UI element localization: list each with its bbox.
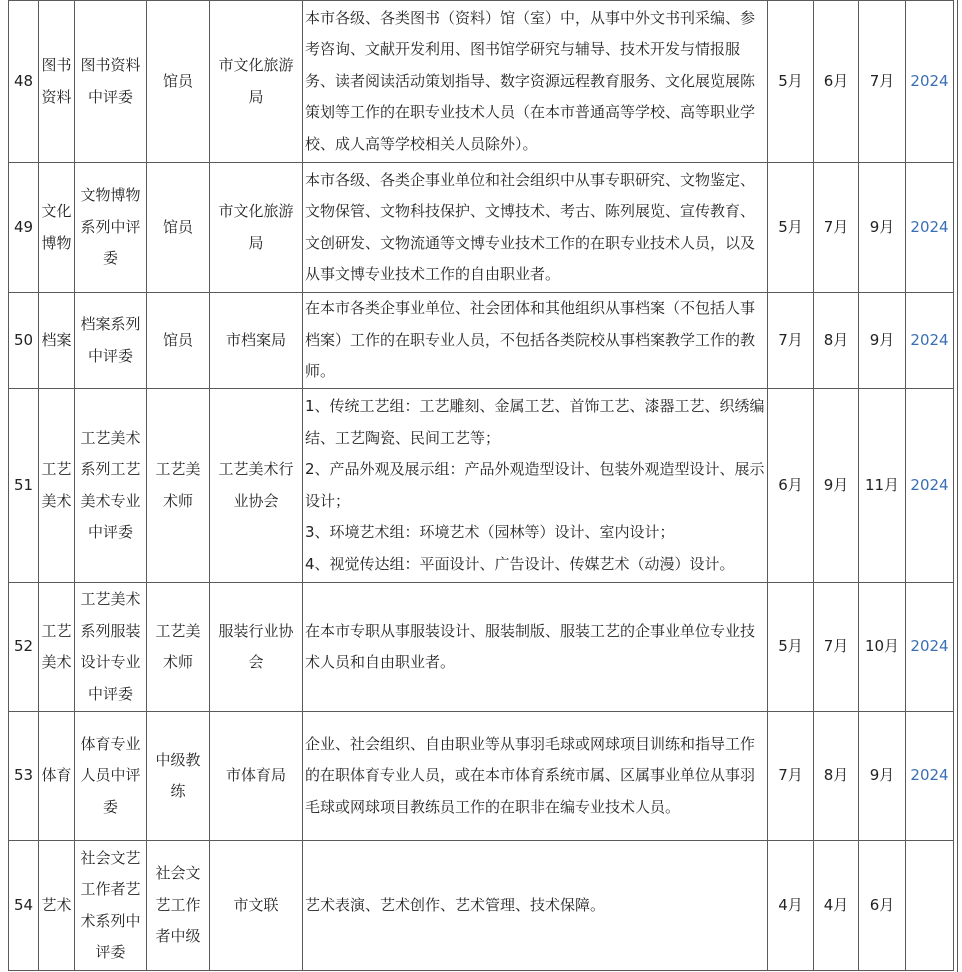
table-row (9, 712, 954, 841)
row-category: 工艺美术 (39, 389, 75, 583)
table-row (9, 841, 954, 971)
row-committee: 档案系列中评委 (75, 293, 147, 389)
row-description: 艺术表演、艺术创作、艺术管理、技术保障。 (303, 841, 768, 971)
row-month-2: 8月 (814, 293, 859, 389)
row-title: 工艺美术师 (147, 389, 210, 583)
row-month-1: 5月 (768, 1, 814, 163)
row-month-2: 7月 (814, 163, 859, 293)
row-month-1: 5月 (768, 163, 814, 293)
row-description: 本市各级、各类企事业单位和社会组织中从事专职研究、文物鉴定、文物保管、文物科技保护、文博技术、考古、陈列展览、宣传教育、文创研发、文物流通等文博专业技术工作的在职专业技术人员，以及从事文博专业技术工作的自由职业者。 (303, 163, 768, 293)
row-month-1: 5月 (768, 583, 814, 712)
row-year-link[interactable]: 2024 (906, 583, 954, 712)
table-row (9, 389, 954, 583)
row-title: 工艺美术师 (147, 583, 210, 712)
row-month-3: 7月 (859, 1, 906, 163)
row-description (303, 389, 768, 583)
row-month-3: 10月 (859, 583, 906, 712)
desc-line: 4、视觉传达组：平面设计、广告设计、传媒艺术（动漫）设计。 (305, 554, 735, 573)
row-year-link[interactable] (906, 841, 954, 971)
row-description: 企业、社会组织、自由职业等从事羽毛球或网球项目训练和指导工作的在职体育专业人员，或在本市体育系统市属、区属事业单位从事羽毛球或网球项目教练员工作的在职非在编专业技术人员。 (303, 712, 768, 841)
row-category: 体育 (39, 712, 75, 841)
row-month-2: 6月 (814, 1, 859, 163)
desc-line: 1、传统工艺组：工艺雕刻、金属工艺、首饰工艺、漆器工艺、织绣编结、工艺陶瓷、民间工艺等； (305, 397, 765, 447)
row-dept: 市档案局 (210, 293, 303, 389)
row-committee: 工艺美术系列服装设计专业中评委 (75, 583, 147, 712)
row-month-1: 7月 (768, 293, 814, 389)
row-dept: 市文化旅游局 (210, 1, 303, 163)
row-number: 49 (9, 163, 39, 293)
row-description: 本市各级、各类图书（资料）馆（室）中，从事中外文书刊采编、参考咨询、文献开发利用、图书馆学研究与辅导、技术开发与情报服务、读者阅读活动策划指导、数字资源远程教育服务、文化展览展陈策划等工作的在职专业技术人员（在本市普通高等学校、高等职业学校、成人高等学校相关人员除外）。 (303, 1, 768, 163)
row-month-2: 9月 (814, 389, 859, 583)
row-month-1: 7月 (768, 712, 814, 841)
row-month-3: 9月 (859, 163, 906, 293)
row-title: 馆员 (147, 1, 210, 163)
row-dept: 服装行业协会 (210, 583, 303, 712)
row-dept: 工艺美术行业协会 (210, 389, 303, 583)
row-month-2: 8月 (814, 712, 859, 841)
row-year-link[interactable]: 2024 (906, 293, 954, 389)
table-row (9, 583, 954, 712)
row-month-3: 9月 (859, 293, 906, 389)
row-year-link[interactable]: 2024 (906, 389, 954, 583)
row-month-1: 6月 (768, 389, 814, 583)
table-row (9, 293, 954, 389)
row-month-1: 4月 (768, 841, 814, 971)
row-category: 文化博物 (39, 163, 75, 293)
row-category: 图书资料 (39, 1, 75, 163)
row-year-link[interactable]: 2024 (906, 712, 954, 841)
row-dept: 市文化旅游局 (210, 163, 303, 293)
row-category: 档案 (39, 293, 75, 389)
row-month-2: 4月 (814, 841, 859, 971)
desc-line: 2、产品外观及展示组：产品外观造型设计、包装外观造型设计、展示设计； (305, 460, 765, 510)
row-committee: 文物博物系列中评委 (75, 163, 147, 293)
row-month-3: 11月 (859, 389, 906, 583)
row-year-link[interactable]: 2024 (906, 163, 954, 293)
right-border-line (957, 0, 958, 972)
row-number: 51 (9, 389, 39, 583)
row-number: 48 (9, 1, 39, 163)
row-committee: 社会文艺工作者艺术系列中评委 (75, 841, 147, 971)
row-number: 52 (9, 583, 39, 712)
row-description: 在本市专职从事服装设计、服装制版、服装工艺的企事业单位专业技术人员和自由职业者。 (303, 583, 768, 712)
row-dept: 市体育局 (210, 712, 303, 841)
row-committee: 工艺美术系列工艺美术专业中评委 (75, 389, 147, 583)
table-row (9, 163, 954, 293)
row-month-3: 6月 (859, 841, 906, 971)
row-title: 馆员 (147, 293, 210, 389)
row-month-2: 7月 (814, 583, 859, 712)
row-committee: 图书资料中评委 (75, 1, 147, 163)
row-number: 50 (9, 293, 39, 389)
desc-line: 3、环境艺术组：环境艺术（园林等）设计、室内设计； (305, 523, 675, 541)
row-title: 社会文艺工作者中级 (147, 841, 210, 971)
row-title: 中级教练 (147, 712, 210, 841)
row-description: 在本市各类企事业单位、社会团体和其他组织从事档案（不包括人事档案）工作的在职专业人员，不包括各类院校从事档案教学工作的教师。 (303, 293, 768, 389)
row-number: 53 (9, 712, 39, 841)
row-dept: 市文联 (210, 841, 303, 971)
row-category: 工艺美术 (39, 583, 75, 712)
row-number: 54 (9, 841, 39, 971)
table-row (9, 1, 954, 163)
row-category: 艺术 (39, 841, 75, 971)
row-year-link[interactable]: 2024 (906, 1, 954, 163)
qualification-table (8, 0, 954, 971)
row-committee: 体育专业人员中评委 (75, 712, 147, 841)
row-title: 馆员 (147, 163, 210, 293)
row-month-3: 9月 (859, 712, 906, 841)
